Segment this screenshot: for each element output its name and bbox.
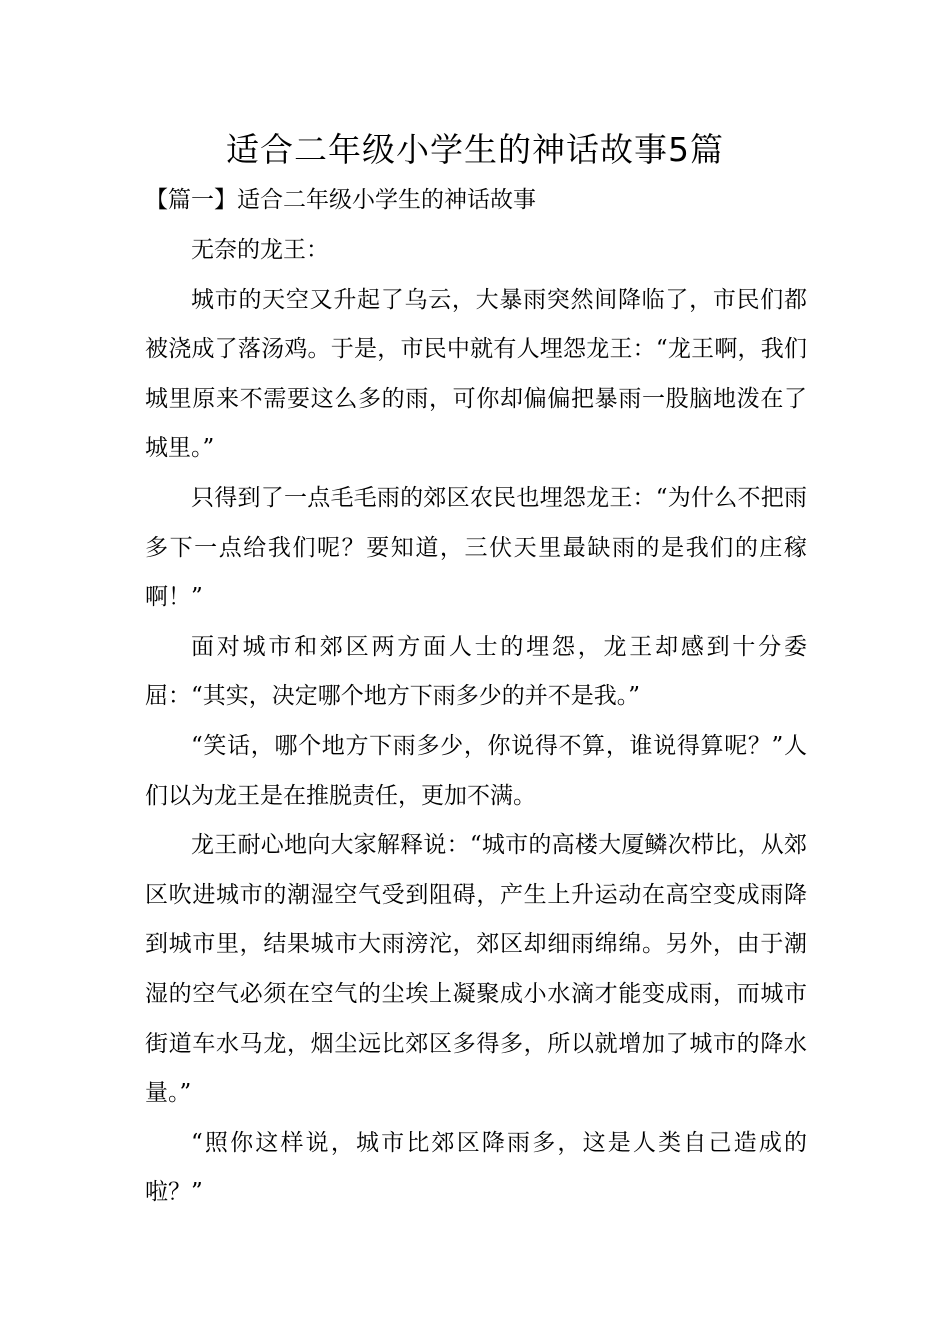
story-paragraph: “笑话，哪个地方下雨多少，你说得不算，谁说得算呢？”人们以为龙王是在推脱责任，更加不满。 — [145, 732, 807, 809]
story-body — [145, 226, 807, 1218]
section-heading: 【篇一】适合二年级小学生的神话故事 — [145, 187, 536, 213]
story-paragraph: 无奈的龙王： — [191, 237, 329, 263]
story-paragraph: 城市的天空又升起了乌云，大暴雨突然间降临了，市民们都被浇成了落汤鸡。于是，市民中就有人埋怨龙王：“龙王啊，我们城里原来不需要这么多的雨，可你却偏偏把暴雨一股脑地泼在了城里。” — [145, 286, 807, 462]
story-paragraph: “照你这样说，城市比郊区降雨多，这是人类自己造成的啦？” — [145, 1129, 807, 1206]
story-paragraph: 只得到了一点毛毛雨的郊区农民也埋怨龙王：“为什么不把雨多下一点给我们呢？要知道，三伏天里最缺雨的是我们的庄稼啊！” — [145, 484, 807, 611]
story-paragraph: 面对城市和郊区两方面人士的埋怨，龙王却感到十分委屈：“其实，决定哪个地方下雨多少的并不是我。” — [145, 633, 807, 710]
document-title: 适合二年级小学生的神话故事5篇 — [226, 130, 724, 169]
story-paragraph: 龙王耐心地向大家解释说：“城市的高楼大厦鳞次栉比，从郊区吹进城市的潮湿空气受到阻碍，产生上升运动在高空变成雨降到城市里，结果城市大雨滂沱，郊区却细雨绵绵。另外，由于潮湿的空气必须在空气的尘埃上凝聚成小水滴才能变成雨，而城市街道车水马龙，烟尘远比郊区多得多，所以就增加了城市的降水量。” — [145, 832, 807, 1107]
